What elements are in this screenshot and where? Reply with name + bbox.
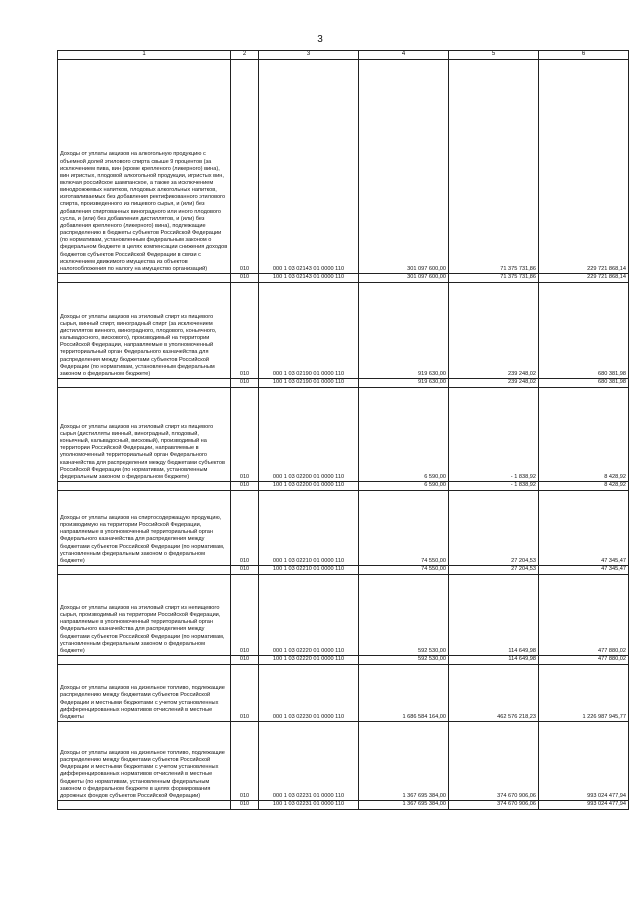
empty-cell bbox=[58, 656, 231, 665]
row-budget-code: 000 1 03 02230 01 0000 110 bbox=[259, 665, 359, 722]
subtotal-executed-amount: 374 670 906,06 bbox=[449, 801, 539, 810]
row-executed-amount: 462 576 218,23 bbox=[449, 665, 539, 722]
table-row bbox=[58, 575, 629, 656]
subtotal-remaining-amount: 680 381,98 bbox=[539, 379, 629, 388]
row-approved-amount: 301 097 600,00 bbox=[359, 60, 449, 274]
empty-cell bbox=[58, 566, 231, 575]
column-number-row bbox=[58, 51, 629, 60]
row-budget-code: 000 1 03 02143 01 0000 110 bbox=[259, 60, 359, 274]
row-description: Доходы от уплаты акцизов на этиловый спирт из непищевого сырья, производимый на территории Российской Федерации, направляемые в уполномоченный территориальный орган Федерального казначейства для распределения между бюджетами субъектов Российской Федерации (по нормативам, установленным федеральным законом о федеральном бюджете) bbox=[58, 575, 231, 656]
subtotal-approved-amount: 301 097 600,00 bbox=[359, 274, 449, 283]
table-row-subtotal bbox=[58, 566, 629, 575]
subtotal-remaining-amount: 47 345,47 bbox=[539, 566, 629, 575]
subtotal-line-code: 010 bbox=[231, 274, 259, 283]
table-row bbox=[58, 388, 629, 482]
row-remaining-amount: 680 381,98 bbox=[539, 283, 629, 379]
subtotal-approved-amount: 1 367 695 384,00 bbox=[359, 801, 449, 810]
column-header: 3 bbox=[259, 51, 359, 60]
row-description: Доходы от уплаты акцизов на спиртосодержащую продукцию, производимую на территории Российской Федерации, направляемые в уполномоченный территориальный орган Федерального казначейства для распределения между бюджетами субъектов Российской Федерации (по нормативам, установленным федеральным законом о федеральном бюджете) bbox=[58, 491, 231, 566]
subtotal-executed-amount: 239 248,02 bbox=[449, 379, 539, 388]
subtotal-executed-amount: 114 649,98 bbox=[449, 656, 539, 665]
row-budget-code: 000 1 03 02190 01 0000 110 bbox=[259, 283, 359, 379]
subtotal-executed-amount: 71 375 731,86 bbox=[449, 274, 539, 283]
empty-cell bbox=[58, 801, 231, 810]
table-row bbox=[58, 722, 629, 801]
subtotal-line-code: 010 bbox=[231, 656, 259, 665]
row-description: Доходы от уплаты акцизов на этиловый спирт из пищевого сырья, винный спирт, виноградный спирт (за исключением дистиллятов винного, виноградного, плодового, коньячного, кальвадосного, вискового), производимый на территории Российской Федерации, направляемые в уполномоченный территориальный орган Федерального казначейства для распределения между бюджетами субъектов Российской Федерации (по нормативам, установленным федеральным законом о федеральном бюджете) bbox=[58, 283, 231, 379]
row-executed-amount: - 1 838,92 bbox=[449, 388, 539, 482]
table-row bbox=[58, 60, 629, 274]
row-remaining-amount: 1 226 987 945,77 bbox=[539, 665, 629, 722]
subtotal-approved-amount: 74 550,00 bbox=[359, 566, 449, 575]
subtotal-budget-code: 100 1 03 02200 01 0000 110 bbox=[259, 482, 359, 491]
row-approved-amount: 6 590,00 bbox=[359, 388, 449, 482]
subtotal-approved-amount: 919 630,00 bbox=[359, 379, 449, 388]
row-executed-amount: 239 248,02 bbox=[449, 283, 539, 379]
row-remaining-amount: 993 024 477,94 bbox=[539, 722, 629, 801]
page-number: 3 bbox=[317, 34, 323, 45]
table-row-subtotal bbox=[58, 482, 629, 491]
column-header: 1 bbox=[58, 51, 231, 60]
row-budget-code: 000 1 03 02220 01 0000 110 bbox=[259, 575, 359, 656]
row-approved-amount: 919 630,00 bbox=[359, 283, 449, 379]
row-executed-amount: 114 649,98 bbox=[449, 575, 539, 656]
subtotal-line-code: 010 bbox=[231, 566, 259, 575]
subtotal-budget-code: 100 1 03 02220 01 0000 110 bbox=[259, 656, 359, 665]
column-header: 6 bbox=[539, 51, 629, 60]
row-budget-code: 000 1 03 02200 01 0000 110 bbox=[259, 388, 359, 482]
subtotal-executed-amount: 27 204,53 bbox=[449, 566, 539, 575]
table-row-subtotal bbox=[58, 801, 629, 810]
subtotal-approved-amount: 592 530,00 bbox=[359, 656, 449, 665]
row-line-code: 010 bbox=[231, 491, 259, 566]
table-row-subtotal bbox=[58, 656, 629, 665]
row-line-code: 010 bbox=[231, 388, 259, 482]
subtotal-executed-amount: - 1 838,92 bbox=[449, 482, 539, 491]
row-approved-amount: 592 530,00 bbox=[359, 575, 449, 656]
column-header: 5 bbox=[449, 51, 539, 60]
row-line-code: 010 bbox=[231, 283, 259, 379]
table-row bbox=[58, 491, 629, 566]
row-approved-amount: 1 367 695 384,00 bbox=[359, 722, 449, 801]
table-row-subtotal bbox=[58, 274, 629, 283]
subtotal-budget-code: 100 1 03 02210 01 0000 110 bbox=[259, 566, 359, 575]
row-remaining-amount: 229 721 868,14 bbox=[539, 60, 629, 274]
empty-cell bbox=[58, 482, 231, 491]
row-budget-code: 000 1 03 02231 01 0000 110 bbox=[259, 722, 359, 801]
subtotal-approved-amount: 6 590,00 bbox=[359, 482, 449, 491]
row-remaining-amount: 8 428,92 bbox=[539, 388, 629, 482]
revenue-table bbox=[57, 50, 629, 810]
table-row bbox=[58, 665, 629, 722]
subtotal-budget-code: 100 1 03 02143 01 0000 110 bbox=[259, 274, 359, 283]
row-line-code: 010 bbox=[231, 60, 259, 274]
column-header: 2 bbox=[231, 51, 259, 60]
subtotal-budget-code: 100 1 03 02190 01 0000 110 bbox=[259, 379, 359, 388]
row-approved-amount: 1 686 584 164,00 bbox=[359, 665, 449, 722]
row-executed-amount: 374 670 906,06 bbox=[449, 722, 539, 801]
subtotal-remaining-amount: 477 880,02 bbox=[539, 656, 629, 665]
row-line-code: 010 bbox=[231, 575, 259, 656]
row-remaining-amount: 47 345,47 bbox=[539, 491, 629, 566]
row-approved-amount: 74 550,00 bbox=[359, 491, 449, 566]
row-description: Доходы от уплаты акцизов на алкогольную продукцию с объемной долей этилового спирта свыше 9 процентов (за исключением пива, вин (кроме крепленого (ликерного) вина), вин игристых, плодовой алкогольной продукции, игристых вин, включая российское шампанское, а также за исключением винодрожжевых напитков, плодовых алкогольных напитков, изготавливаемых без добавления ректификованного этилового спирта, произведенного из пищевого сырья, и (или) без добавления спиртованных виноградного или иного плодового сусла, и (или) без добавления дистиллятов, и (или) без добавления крепленого (ликерного) вина), подлежащие распределению в бюджеты субъектов Российской Федерации (по нормативам, установленным федеральным законом о федеральном бюджете в целях компенсации снижения доходов бюджетов субъектов Российской Федерации в связи с исключением движимого имущества из объектов налогообложения по налогу на имущество организаций) bbox=[58, 60, 231, 274]
table-row-subtotal bbox=[58, 379, 629, 388]
subtotal-remaining-amount: 8 428,92 bbox=[539, 482, 629, 491]
subtotal-remaining-amount: 229 721 868,14 bbox=[539, 274, 629, 283]
table-row bbox=[58, 283, 629, 379]
row-executed-amount: 27 204,53 bbox=[449, 491, 539, 566]
row-remaining-amount: 477 880,02 bbox=[539, 575, 629, 656]
column-header: 4 bbox=[359, 51, 449, 60]
subtotal-line-code: 010 bbox=[231, 482, 259, 491]
row-executed-amount: 71 375 731,86 bbox=[449, 60, 539, 274]
row-description: Доходы от уплаты акцизов на дизельное топливо, подлежащие распределению между бюджетами субъектов Российской Федерации и местными бюджетами с учетом установленных дифференцированных нормативов отчислений в местные бюджеты bbox=[58, 665, 231, 722]
subtotal-budget-code: 100 1 03 02231 01 0000 110 bbox=[259, 801, 359, 810]
row-line-code: 010 bbox=[231, 722, 259, 801]
empty-cell bbox=[58, 274, 231, 283]
subtotal-line-code: 010 bbox=[231, 801, 259, 810]
row-line-code: 010 bbox=[231, 665, 259, 722]
subtotal-line-code: 010 bbox=[231, 379, 259, 388]
empty-cell bbox=[58, 379, 231, 388]
row-description: Доходы от уплаты акцизов на этиловый спирт из пищевого сырья (дистилляты винный, виноградный, плодовый, коньячный, кальвадосный, висковый), производимый на территории Российской Федерации, направляемые в уполномоченный территориальный орган Федерального казначейства для распределения между бюджетами субъектов Российской Федерации (по нормативам, установленным федеральным законом о федеральном бюджете) bbox=[58, 388, 231, 482]
row-budget-code: 000 1 03 02210 01 0000 110 bbox=[259, 491, 359, 566]
subtotal-remaining-amount: 993 024 477,94 bbox=[539, 801, 629, 810]
row-description: Доходы от уплаты акцизов на дизельное топливо, подлежащие распределению между бюджетами субъектов Российской Федерации и местными бюджетами с учетом установленных дифференцированных нормативов отчислений в местные бюджеты (по нормативам, установленным федеральным законом о федеральном бюджете в целях формирования дорожных фондов субъектов Российской Федерации) bbox=[58, 722, 231, 801]
